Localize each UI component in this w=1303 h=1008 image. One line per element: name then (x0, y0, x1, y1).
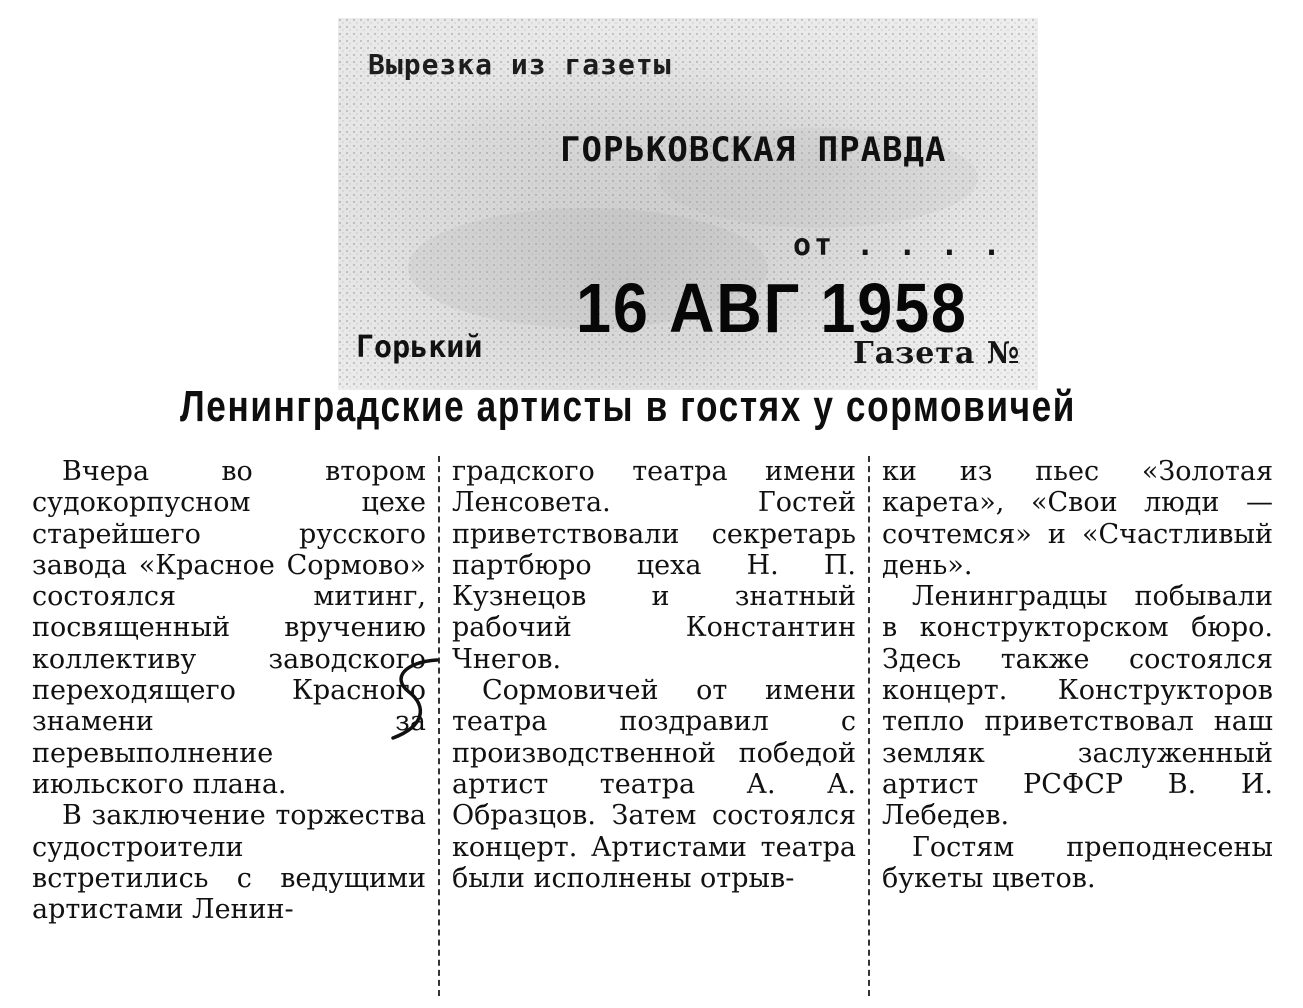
clipping-label: Вырезка из газеты (368, 48, 672, 81)
clipping-date: 16 АВГ 1958 (576, 269, 968, 347)
paragraph: Ленинградцы побывали в конструкторском бюро. Здесь также состоялся концерт. Конструкторов тепло приветствовал наш земляк заслуженный артист РСФСР В. И. Лебедев. (882, 581, 1273, 832)
handwritten-mark (385, 656, 445, 742)
article-column-3 (868, 456, 1285, 996)
date-prefix: от . . . . (793, 228, 1004, 263)
city-label: Горький (356, 330, 483, 365)
article-column-2 (438, 456, 868, 996)
paragraph: ки из пьес «Золотая карета», «Свои люди — сочтемся» и «Счастливый день». (882, 456, 1273, 581)
paragraph: В заключение торжества судостроители встретились с ведущими артистами Ленин- (32, 800, 426, 926)
paragraph: Гостям преподнесены букеты цветов. (882, 831, 1273, 894)
clipping-stamp (338, 18, 1038, 390)
article-body (20, 456, 1285, 996)
newspaper-number-label: Газета № (853, 336, 1021, 371)
newspaper-name: ГОРЬКОВСКАЯ ПРАВДА (560, 130, 947, 170)
paragraph: Сормовичей от имени театра поздравил с производственной победой артист театра А. А. Образцов. Затем состоялся концерт. Артистами театра были исполнены отрыв- (452, 675, 856, 894)
paragraph: Вчера во втором судокорпусном цехе старейшего русского завода «Красное Сормово» состоялся митинг, посвященный вручению коллективу заводского переходящего Красного знамени за перевыполнение июльского плана. (32, 456, 426, 800)
article-headline: Ленинградские артисты в гостях у сормовичей (180, 382, 1077, 431)
paragraph: градского театра имени Ленсовета. Гостей приветствовали секретарь партбюро цеха Н. П. Кузнецов и знатный рабочий Константин Чнегов. (452, 456, 856, 675)
article-column-1 (20, 456, 438, 996)
